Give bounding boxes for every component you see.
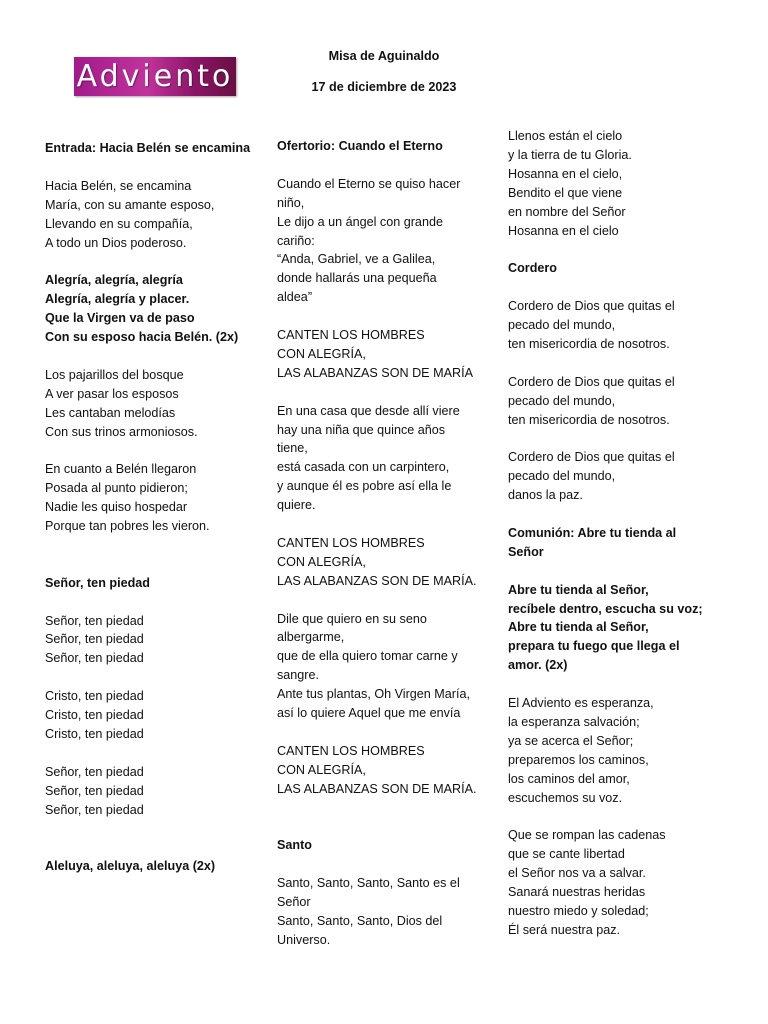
entrada-title: Entrada: Hacia Belén se encamina — [45, 141, 251, 155]
column-3 — [508, 127, 723, 940]
verse-line: A todo un Dios poderoso. — [45, 235, 187, 250]
senor-title: Señor, ten piedad — [45, 575, 150, 590]
cordero-title: Cordero — [508, 261, 557, 276]
verse-line: danos la paz. — [508, 488, 583, 503]
refrain-line: CON ALEGRÍA, — [277, 554, 366, 569]
chorus-line: amor. (2x) — [508, 658, 568, 673]
chorus-line: Alegría, alegría y placer. — [45, 292, 190, 307]
verse-line: y la tierra de tu Gloria. — [508, 147, 632, 162]
verse-line: Él será nuestra paz. — [508, 922, 621, 937]
refrain-line: CANTEN LOS HOMBRES — [277, 743, 425, 758]
kyrie-line: Señor, ten piedad — [45, 802, 144, 817]
verse-line: A ver pasar los esposos — [45, 386, 179, 401]
verse-line: pecado del mundo, — [508, 318, 616, 333]
mass-date: 17 de diciembre de 2023 — [311, 80, 457, 94]
verse-line: En cuanto a Belén llegaron — [45, 462, 197, 477]
chorus-line: Abre tu tienda al Señor, — [508, 582, 649, 597]
verse-line: los caminos del amor, — [508, 771, 630, 786]
logo-text: Adviento — [76, 58, 234, 94]
refrain-line: LAS ALABANZAS SON DE MARÍA. — [277, 781, 477, 796]
kyrie-line: Cristo, ten piedad — [45, 726, 144, 741]
chorus-line: prepara tu fuego que llega el — [508, 639, 680, 654]
refrain-line: LAS ALABANZAS SON DE MARÍA — [277, 365, 473, 380]
refrain-line: CANTEN LOS HOMBRES — [277, 535, 425, 550]
verse-line: aldea” — [277, 290, 313, 305]
verse-line: albergarme, — [277, 630, 345, 645]
verse-line: que se cante libertad — [508, 847, 625, 862]
verse-line: “Anda, Gabriel, ve a Galilea, — [277, 252, 436, 267]
verse-line: María, con su amante esposo, — [45, 197, 215, 212]
verse-line: Santo, Santo, Santo, Dios del — [277, 914, 443, 929]
kyrie-line: Señor, ten piedad — [45, 632, 144, 647]
verse-line: donde hallarás una pequeña — [277, 271, 437, 286]
verse-line: Santo, Santo, Santo, Santo es el — [277, 876, 460, 891]
verse-line: Llenos están el cielo — [508, 129, 623, 143]
verse-line: niño, — [277, 195, 305, 210]
verse-line: Hosanna en el cielo — [508, 223, 619, 238]
refrain-line: CON ALEGRÍA, — [277, 762, 366, 777]
verse-line: y aunque él es pobre así ella le — [277, 479, 452, 494]
verse-line: Bendito el que viene — [508, 185, 623, 200]
verse-line: Nadie les quiso hospedar — [45, 500, 188, 515]
verse-line: la esperanza salvación; — [508, 714, 640, 729]
column-1 — [45, 139, 265, 876]
chorus-line: recíbele dentro, escucha su voz; — [508, 601, 703, 616]
kyrie-line: Señor, ten piedad — [45, 764, 144, 779]
verse-line: escuchemos su voz. — [508, 790, 623, 805]
ofertorio-title: Ofertorio: Cuando el Eterno — [277, 139, 443, 153]
verse-line: sangre. — [277, 668, 320, 683]
verse-line: el Señor nos va a salvar. — [508, 866, 646, 881]
verse-line: en nombre del Señor — [508, 204, 626, 219]
verse-line: Sanará nuestras heridas — [508, 885, 646, 900]
verse-line: Hacia Belén, se encamina — [45, 178, 192, 193]
kyrie-line: Señor, ten piedad — [45, 651, 144, 666]
refrain-line: LAS ALABANZAS SON DE MARÍA. — [277, 573, 477, 588]
kyrie-line: Cristo, ten piedad — [45, 689, 144, 704]
verse-line: Posada al punto pidieron; — [45, 481, 188, 496]
verse-line: cariño: — [277, 233, 315, 248]
verse-line: Cuando el Eterno se quiso hacer — [277, 176, 461, 191]
chorus-line: Que la Virgen va de paso — [45, 311, 195, 326]
verse-line: Hosanna en el cielo, — [508, 166, 623, 181]
chorus-line: Alegría, alegría, alegría — [45, 273, 183, 288]
verse-line: pecado del mundo, — [508, 393, 616, 408]
verse-line: Universo. — [277, 932, 331, 947]
chorus-line: Abre tu tienda al Señor, — [508, 620, 649, 635]
verse-line: Con sus trinos armoniosos. — [45, 424, 198, 439]
column-2 — [277, 137, 492, 950]
verse-line: Señor — [277, 895, 311, 910]
comunion-title: Comunión: Abre tu tienda al — [508, 525, 677, 540]
chorus-line: Con su esposo hacia Belén. (2x) — [45, 330, 239, 345]
refrain-line: CON ALEGRÍA, — [277, 346, 366, 361]
verse-line: Ante tus plantas, Oh Virgen María, — [277, 687, 470, 702]
verse-line: hay una niña que quince años — [277, 422, 446, 437]
verse-line: así lo quiere Aquel que me envía — [277, 706, 461, 721]
verse-line: Que se rompan las cadenas — [508, 828, 666, 843]
verse-line: quiere. — [277, 498, 316, 513]
verse-line: ten misericordia de nosotros. — [508, 412, 670, 427]
santo-title: Santo — [277, 838, 312, 853]
kyrie-line: Señor, ten piedad — [45, 613, 144, 628]
verse-line: Le dijo a un ángel con grande — [277, 214, 443, 229]
comunion-title: Señor — [508, 544, 544, 559]
verse-line: que de ella quiero tomar carne y — [277, 649, 458, 664]
mass-title: Misa de Aguinaldo — [328, 49, 440, 63]
verse-line: En una casa que desde allí viere — [277, 403, 460, 418]
verse-line: nuestro miedo y soledad; — [508, 904, 649, 919]
verse-line: Cordero de Dios que quitas el — [508, 374, 675, 389]
verse-line: Los pajarillos del bosque — [45, 367, 184, 382]
verse-line: ten misericordia de nosotros. — [508, 336, 670, 351]
verse-line: preparemos los caminos, — [508, 752, 649, 767]
kyrie-line: Señor, ten piedad — [45, 783, 144, 798]
verse-line: El Adviento es esperanza, — [508, 696, 654, 711]
aleluya-title: Aleluya, aleluya, aleluya (2x) — [45, 859, 216, 874]
verse-line: Dile que quiero en su seno — [277, 611, 427, 626]
verse-line: Les cantaban melodías — [45, 405, 176, 420]
verse-line: Porque tan pobres les vieron. — [45, 519, 210, 534]
verse-line: Cordero de Dios que quitas el — [508, 450, 675, 465]
refrain-line: CANTEN LOS HOMBRES — [277, 328, 425, 343]
verse-line: Llevando en su compañía, — [45, 216, 193, 231]
adviento-logo — [74, 57, 236, 96]
verse-line: tiene, — [277, 441, 308, 456]
verse-line: ya se acerca el Señor; — [508, 733, 634, 748]
verse-line: pecado del mundo, — [508, 469, 616, 484]
kyrie-line: Cristo, ten piedad — [45, 708, 144, 723]
verse-line: está casada con un carpintero, — [277, 460, 450, 475]
verse-line: Cordero de Dios que quitas el — [508, 299, 675, 314]
